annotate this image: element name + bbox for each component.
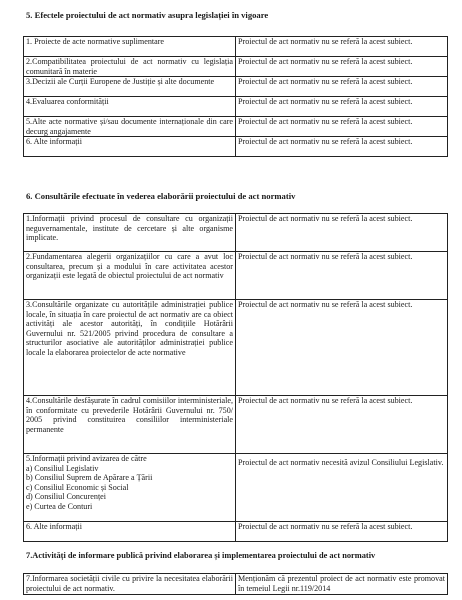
table-row bbox=[24, 396, 448, 454]
response-cell: Proiectul de act normativ nu se referă la acest subiect. bbox=[236, 396, 448, 454]
avizare-item: c) Consiliul Economic și Social bbox=[26, 482, 129, 492]
avizare-item: b) Consiliul Suprem de Apărare a Țării bbox=[26, 473, 153, 483]
response-cell: Proiectul de act normativ nu se referă la acest subiect. bbox=[236, 214, 448, 252]
criterion-cell: 5.Alte acte normative și/sau documente internaționale din care decurg angajamente bbox=[24, 117, 236, 137]
table-row bbox=[24, 522, 448, 542]
response-cell: Proiectul de act normativ nu se referă la acest subiect. bbox=[236, 97, 448, 117]
response-cell: Proiectul de act normativ nu se referă la acest subiect. bbox=[236, 37, 448, 57]
criterion-cell: 4.Evaluarea conformității bbox=[24, 97, 236, 117]
criterion-cell: 2.Fundamentarea alegerii organizațiilor cu care a avut loc consultarea, precum și a modului în care activitatea acestor organizații este legată de obiectul proiectului de act normativ bbox=[24, 252, 236, 300]
table-row bbox=[24, 37, 448, 57]
response-cell: Proiectul de act normativ nu se referă la acest subiect. bbox=[236, 300, 448, 396]
avizare-item: e) Curtea de Conturi bbox=[26, 501, 93, 511]
criterion-cell: 6. Alte informații bbox=[24, 522, 236, 542]
table-row bbox=[24, 97, 448, 117]
criterion-cell: 3.Decizii ale Curții Europene de Justiție și alte documente bbox=[24, 77, 236, 97]
table-row bbox=[24, 300, 448, 396]
response-cell: Proiectul de act normativ nu se referă la acest subiect. bbox=[236, 522, 448, 542]
section-7-heading: 7.Activități de informare publică privind elaborarea și implementarea proiectului de act normativ bbox=[26, 551, 376, 560]
table-row bbox=[24, 57, 448, 77]
avizare-cell bbox=[24, 454, 236, 522]
avizare-item: d) Consiliul Concurenței bbox=[26, 492, 107, 502]
avizare-item: a) Consiliul Legislativ bbox=[26, 463, 99, 473]
response-cell: Proiectul de act normativ nu se referă la acest subiect. bbox=[236, 137, 448, 157]
response-cell: Proiectul de act normativ nu se referă la acest subiect. bbox=[236, 117, 448, 137]
section-6-table bbox=[23, 213, 448, 542]
table-row bbox=[24, 77, 448, 97]
section-7-table bbox=[23, 573, 448, 595]
criterion-cell: 7.Informarea societății civile cu privire la necesitatea elaborării proiectului de act normativ. bbox=[24, 574, 236, 595]
response-cell: Proiectul de act normativ nu se referă la acest subiect. bbox=[236, 252, 448, 300]
criterion-cell: 3.Consultările organizate cu autoritățile administrației publice locale, în situația în care proiectul de act normativ are ca obiect activități ale acestor autorități, în condițiile Hotărârii Guvernului nr. 521/2005 privind procedura de consultare a structurilor asociative ale autorităților administrației publice locale la elaborarea proiectelor de acte normative bbox=[24, 300, 236, 396]
table-row bbox=[24, 117, 448, 137]
table-row bbox=[24, 454, 448, 522]
criterion-cell: 4.Consultările desfășurate în cadrul comisiilor interministeriale, în conformitate cu prevederile Hotărârii Guvernului nr. 750/ 2005 privind constituirea consiliilor interministeriale permanente bbox=[24, 396, 236, 454]
criterion-cell: 6. Alte informații bbox=[24, 137, 236, 157]
response-cell: Proiectul de act normativ necesită avizul Consiliului Legislativ. bbox=[236, 454, 448, 522]
table-row bbox=[24, 214, 448, 252]
table-row bbox=[24, 137, 448, 157]
response-cell: Proiectul de act normativ nu se referă la acest subiect. bbox=[236, 57, 448, 77]
section-6-heading: 6. Consultările efectuate în vederea elaborării proiectului de act normativ bbox=[26, 191, 296, 201]
table-row bbox=[24, 574, 448, 595]
response-cell: Proiectul de act normativ nu se referă la acest subiect. bbox=[236, 77, 448, 97]
section-5-heading: 5. Efectele proiectului de act normativ asupra legislației în vigoare bbox=[26, 10, 269, 20]
criterion-cell: 2.Compatibilitatea proiectului de act normativ cu legislația comunitară în materie bbox=[24, 57, 236, 77]
section-5-table bbox=[23, 36, 448, 157]
avizare-title: 5.Informații privind avizarea de către bbox=[26, 454, 147, 463]
criterion-cell: 1. Proiecte de acte normative suplimentare bbox=[24, 37, 236, 57]
response-cell: Menționăm că prezentul proiect de act normativ este promovat în temeiul Legii nr.119/2014 bbox=[236, 574, 448, 595]
criterion-cell: 1.Informații privind procesul de consultare cu organizații neguvernamentale, institute de cercetare și alte organisme implicate. bbox=[24, 214, 236, 252]
table-row bbox=[24, 252, 448, 300]
